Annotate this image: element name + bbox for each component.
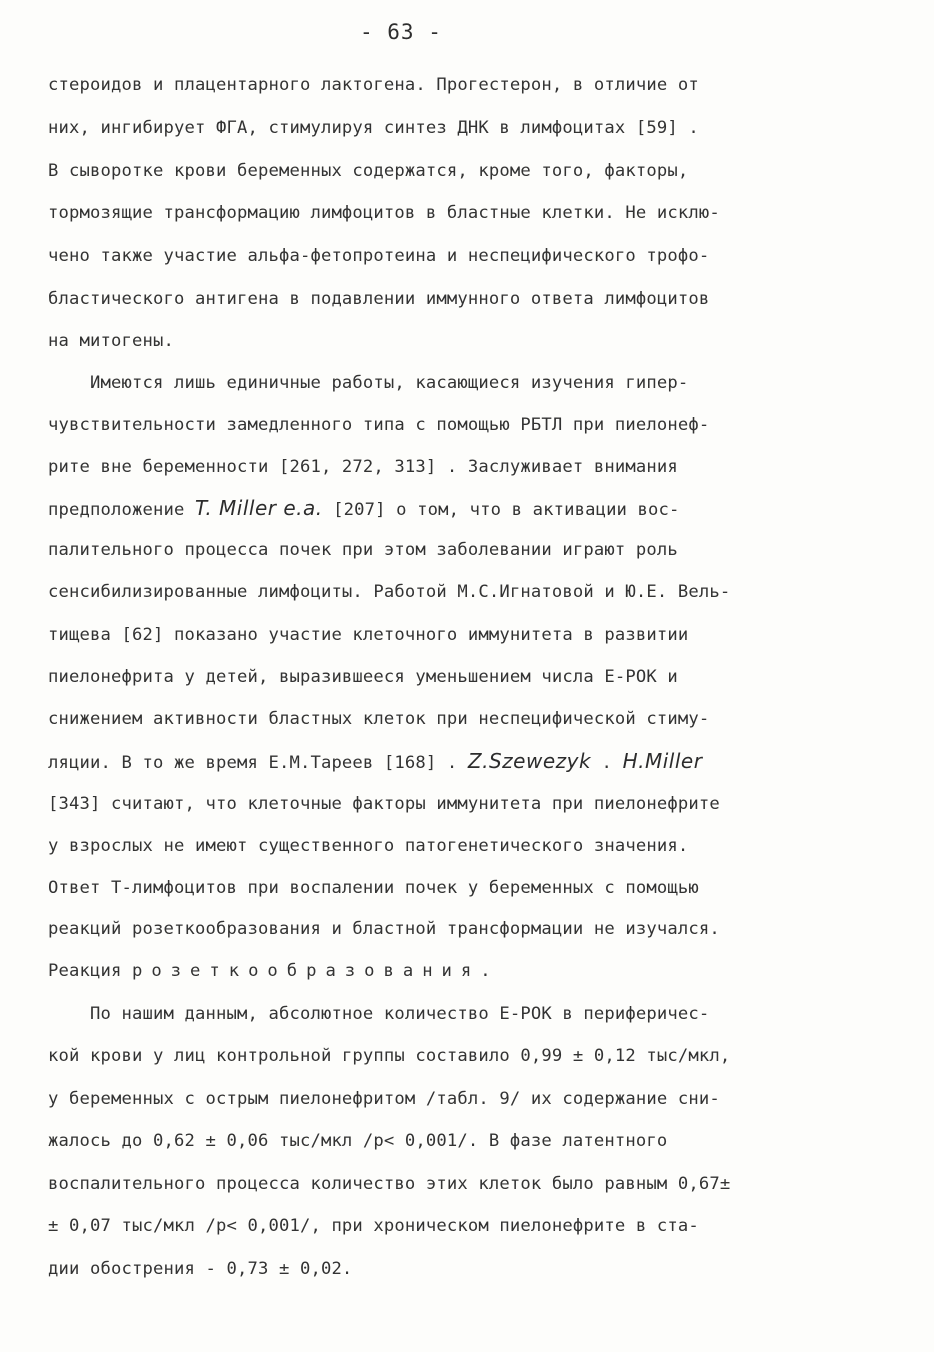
text-line: кой крови у лиц контрольной группы составило 0,99 ± 0,12 тыс/мкл,	[48, 1046, 731, 1066]
text-segment: Реакция	[48, 961, 132, 981]
text-segment: [207] о том, что в активации вос-	[322, 500, 680, 520]
text-line: стероидов и плацентарного лактогена. Прогестерон, в отличие от	[48, 75, 699, 95]
text-segment: предположение	[48, 500, 195, 520]
text-line: тищева [62] показано участие клеточного иммунитета в развитии	[48, 625, 689, 645]
text-segment: ляции. В то же время Е.М.Тареев [168] .	[48, 753, 468, 773]
text-line: у взрослых не имеют существенного патогенетического значения.	[48, 836, 689, 856]
text-line: у беременных с острым пиелонефритом /табл. 9/ их содержание сни-	[48, 1089, 720, 1109]
text-line: жалось до 0,62 ± 0,06 тыс/мкл /р< 0,001/. В фазе латентного	[48, 1131, 668, 1151]
text-line: чено также участие альфа-фетопротеина и неспецифического трофо-	[48, 246, 710, 266]
text-line-with-citation	[48, 750, 702, 774]
text-line: снижением активности бластных клеток при неспецифической стиму-	[48, 709, 710, 729]
text-line: них, ингибирует ФГА, стимулируя синтез ДНК в лимфоцитах [59] .	[48, 118, 699, 138]
text-segment: .	[591, 753, 623, 773]
text-line: бластического антигена в подавлении иммунного ответа лимфоцитов	[48, 289, 710, 309]
text-line: пиелонефрита у детей, выразившееся уменьшением числа Е-РОК и	[48, 667, 678, 687]
text-line: сенсибилизированные лимфоциты. Работой М.С.Игнатовой и Ю.Е. Вель-	[48, 582, 731, 602]
spaced-heading: розеткообразования	[131, 961, 481, 981]
author-name: T. Miller e.a.	[194, 496, 323, 520]
page-number: - 63 -	[360, 20, 442, 44]
text-line: рите вне беременности [261, 272, 313] . Заслуживает внимания	[48, 457, 678, 477]
text-line: палительного процесса почек при этом заболевании играют роль	[48, 540, 678, 560]
text-line: [343] считают, что клеточные факторы иммунитета при пиелонефрите	[48, 794, 720, 814]
text-line: воспалительного процесса количество этих клеток было равным 0,67±	[48, 1174, 731, 1194]
text-line: По нашим данным, абсолютное количество Е-РОК в периферичес-	[48, 1004, 710, 1024]
text-line: В сыворотке крови беременных содержатся, кроме того, факторы,	[48, 161, 689, 181]
text-segment: .	[480, 961, 491, 981]
text-line-with-citation	[48, 497, 680, 521]
text-line: дии обострения - 0,73 ± 0,02.	[48, 1259, 353, 1279]
text-line: на митогены.	[48, 331, 174, 351]
text-line: Ответ Т-лимфоцитов при воспалении почек у беременных с помощью	[48, 878, 699, 898]
text-line: чувствительности замедленного типа с помощью РБТЛ при пиелонеф-	[48, 415, 710, 435]
text-line: ± 0,07 тыс/мкл /р< 0,001/, при хроническом пиелонефрите в ста-	[48, 1216, 699, 1236]
text-line: реакций розеткообразования и бластной трансформации не изучался.	[48, 919, 720, 939]
text-line: Имеются лишь единичные работы, касающиеся изучения гипер-	[48, 373, 689, 393]
text-line: тормозящие трансформацию лимфоцитов в бластные клетки. Не исклю-	[48, 203, 720, 223]
section-heading-line	[48, 960, 491, 982]
author-name: H.Miller	[622, 749, 703, 773]
author-name: Z.Szewezyk	[467, 749, 592, 773]
